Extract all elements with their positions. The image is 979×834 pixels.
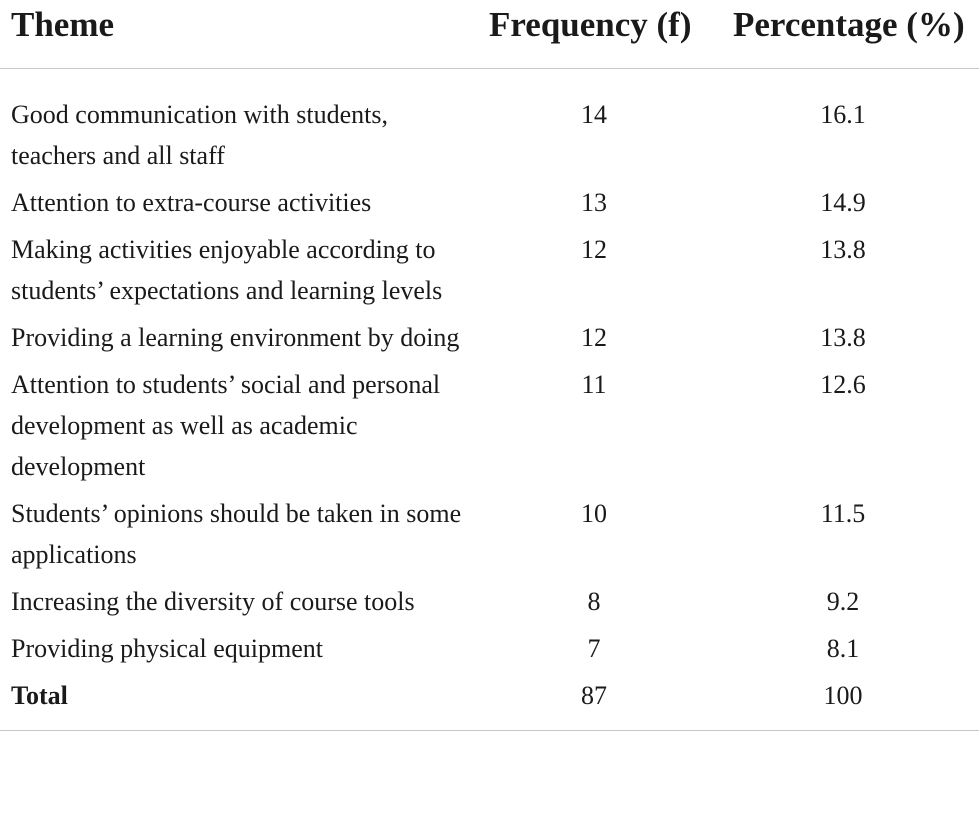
header-percentage: Percentage (%) (707, 0, 979, 68)
cell-frequency: 12 (581, 322, 607, 352)
cell-frequency: 8 (587, 586, 601, 616)
header-frequency: Frequency (f) (481, 0, 707, 68)
cell-theme: Good communication with students, teachers and all staff (11, 99, 388, 170)
header-row (0, 0, 979, 68)
table-header (0, 0, 979, 68)
table-row (0, 317, 979, 364)
cell-percentage: 13.8 (820, 234, 866, 264)
cell-frequency: 11 (581, 369, 607, 399)
table-row (0, 182, 979, 229)
cell-theme: Providing physical equipment (11, 633, 323, 663)
table-row (0, 364, 979, 493)
cell-percentage: 13.8 (820, 322, 866, 352)
table-row (0, 68, 979, 182)
cell-percentage: 8.1 (826, 633, 860, 663)
total-percentage: 100 (707, 675, 979, 731)
cell-frequency: 12 (581, 234, 607, 264)
cell-percentage: 16.1 (820, 99, 866, 129)
cell-theme: Attention to students’ social and personal development as well as academic development (11, 369, 441, 481)
cell-frequency: 13 (581, 187, 607, 217)
cell-percentage: 9.2 (826, 586, 860, 616)
cell-theme: Students’ opinions should be taken in some applications (11, 498, 462, 569)
cell-percentage: 11.5 (820, 498, 866, 528)
cell-frequency: 7 (587, 633, 601, 663)
cell-frequency: 14 (581, 99, 607, 129)
total-row (0, 675, 979, 731)
total-label: Total (0, 675, 481, 731)
header-theme: Theme (0, 0, 481, 68)
cell-theme: Providing a learning environment by doing (11, 322, 460, 352)
table-row (0, 581, 979, 628)
table-row (0, 229, 979, 317)
table-row (0, 628, 979, 675)
table-row (0, 493, 979, 581)
cell-theme: Attention to extra-course activities (11, 187, 372, 217)
cell-frequency: 10 (581, 498, 607, 528)
cell-percentage: 14.9 (820, 187, 866, 217)
table-body (0, 68, 979, 730)
cell-percentage: 12.6 (820, 369, 866, 399)
total-frequency: 87 (481, 675, 707, 731)
cell-theme: Increasing the diversity of course tools (11, 586, 415, 616)
cell-theme: Making activities enjoyable according to students’ expectations and learning levels (11, 234, 443, 305)
